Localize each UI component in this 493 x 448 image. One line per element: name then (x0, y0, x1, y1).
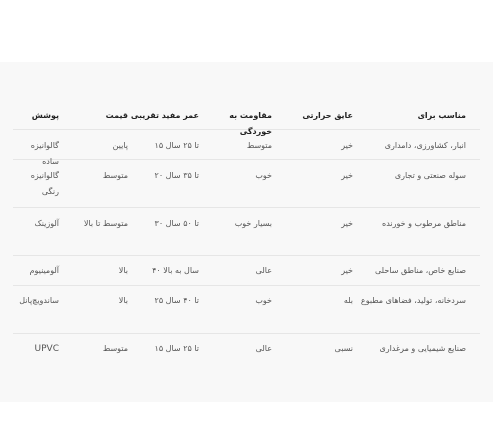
roof-coating-comparison-table (13, 98, 480, 366)
table-row (13, 334, 480, 366)
cell-lifespan: تا ۳۵ سال ۲۰ (154, 171, 199, 180)
cell-lifespan: تا ۲۵ سال ۱۵ (154, 344, 199, 353)
cell-lifespan: تا ۵۰ سال ۳۰ (154, 219, 199, 228)
cell-coating: گالوانیزه ساده (30, 141, 59, 166)
cell-corrosion-resistance: متوسط (246, 141, 272, 150)
cell-lifespan: سال به بالا ۴۰ (152, 266, 199, 275)
cell-suitable-for: صنایع شیمیایی و مرغداری (379, 344, 466, 353)
cell-corrosion-resistance: خوب (255, 296, 272, 305)
cell-lifespan: تا ۲۵ سال ۱۵ (154, 141, 199, 150)
table-row (13, 286, 480, 334)
header-price: قیمت (105, 111, 128, 120)
cell-lifespan: تا ۴۰ سال ۲۵ (154, 296, 199, 305)
cell-coating: ساندویچ‌پانل (19, 296, 59, 305)
cell-thermal-insulation: خیر (341, 219, 353, 228)
header-lifespan: عمر مفید تقریبی (130, 111, 199, 120)
header-coating: پوشش (31, 111, 59, 120)
cell-suitable-for: سردخانه، تولید، فضاهای مطبوع (360, 296, 466, 305)
cell-price: پایین (112, 141, 128, 150)
cell-thermal-insulation: خیر (341, 171, 353, 180)
cell-corrosion-resistance: عالی (255, 344, 272, 353)
cell-price: بالا (118, 266, 128, 275)
cell-coating: آلوزینک (34, 219, 59, 228)
header-corrosion-resistance: مقاومت به خوردگی (229, 111, 272, 136)
cell-corrosion-resistance: بسیار خوب (234, 219, 272, 228)
cell-thermal-insulation: نسبی (334, 344, 353, 353)
cell-corrosion-resistance: خوب (255, 171, 272, 180)
cell-corrosion-resistance: عالی (255, 266, 272, 275)
table-row (13, 208, 480, 256)
cell-price: بالا (118, 296, 128, 305)
cell-coating: آلومینیوم (29, 266, 59, 275)
cell-thermal-insulation: بله (343, 296, 353, 305)
header-suitable-for: مناسب برای (417, 111, 466, 120)
cell-coating: گالوانیزه رنگی (30, 171, 59, 196)
table-row (13, 256, 480, 286)
cell-suitable-for: انبار، کشاورزی، دامداری (384, 141, 466, 150)
table-header-row (13, 98, 480, 136)
cell-suitable-for: مناطق مرطوب و خورنده (382, 219, 466, 228)
cell-thermal-insulation: خیر (341, 266, 353, 275)
table-row (13, 160, 480, 208)
header-thermal-insulation: عایق حرارتی (302, 111, 353, 120)
cell-coating: UPVC (34, 344, 59, 354)
cell-price: متوسط (102, 171, 128, 180)
cell-price: متوسط (102, 344, 128, 353)
cell-price: متوسط تا بالا (83, 219, 128, 228)
cell-suitable-for: صنایع خاص، مناطق ساحلی (375, 266, 466, 275)
cell-thermal-insulation: خیر (341, 141, 353, 150)
cell-suitable-for: سوله صنعتی و تجاری (394, 171, 466, 180)
